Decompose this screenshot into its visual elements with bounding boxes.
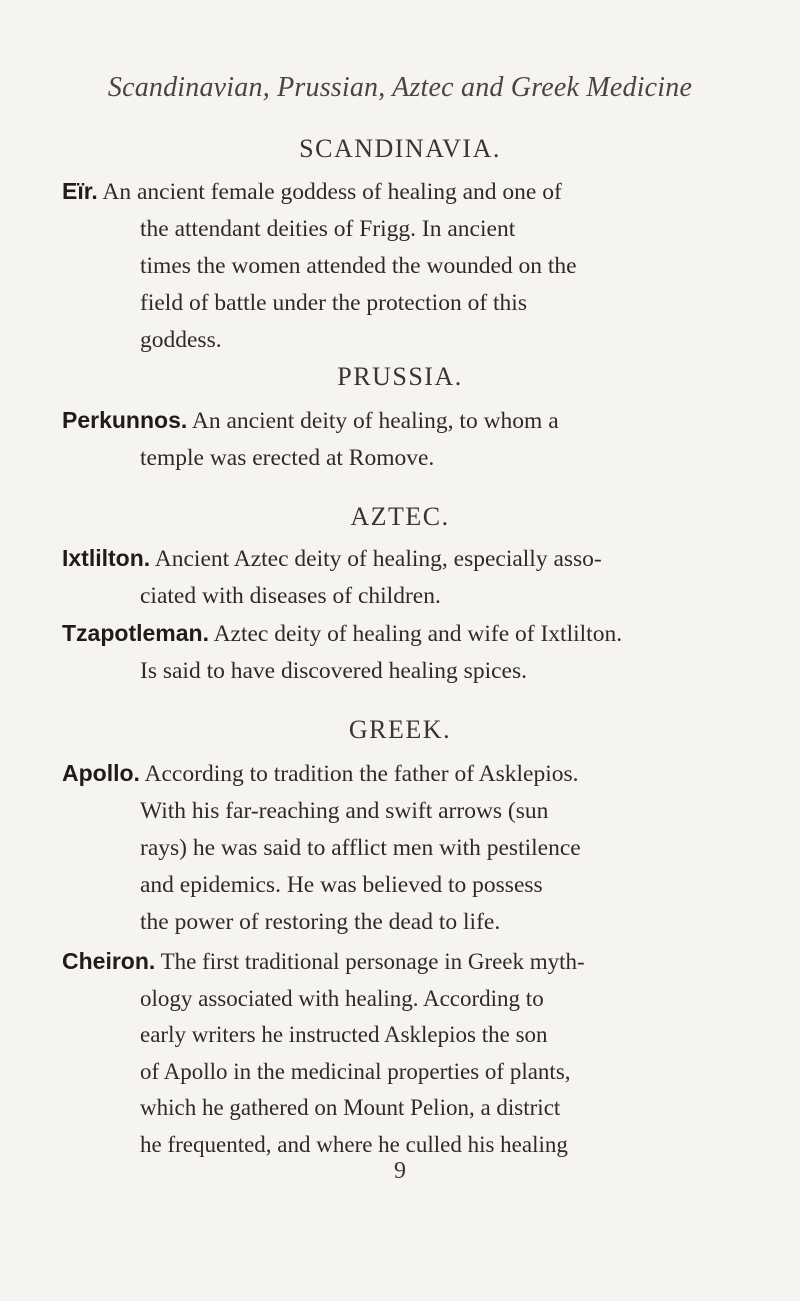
- entry-text-line: the attendant deities of Frigg. In ancient: [140, 216, 516, 242]
- entry-eir: [62, 173, 752, 359]
- entry-ixtlilton: [62, 540, 752, 615]
- entry-text-line: ology associated with healing. According to: [140, 985, 544, 1011]
- entry-perkunnos: [62, 402, 752, 477]
- headword: Ixtlilton.: [62, 545, 151, 571]
- entry-text-line: times the women attended the wounded on the: [140, 253, 577, 279]
- running-head: Scandinavian, Prussian, Aztec and Greek Medicine: [107, 72, 693, 103]
- entry-text-line: Aztec deity of healing and wife of Ixtlilton.: [213, 621, 623, 647]
- section-heading-scandinavia: SCANDINAVIA.: [299, 134, 501, 163]
- entry-cheiron: [62, 943, 752, 1163]
- headword: Eïr.: [62, 178, 98, 204]
- headword: Cheiron.: [62, 948, 156, 974]
- entry-text-line: early writers he instructed Asklepios the son: [140, 1022, 548, 1047]
- entry-text-line: With his far-reaching and swift arrows (sun: [140, 798, 549, 824]
- entry-text-line: An ancient female goddess of healing and one of: [102, 179, 562, 205]
- entry-first-line: [62, 943, 752, 981]
- entry-apollo: [62, 755, 752, 941]
- entry-text-line: According to tradition the father of Asklepios.: [144, 761, 579, 787]
- entry-text-line: Is said to have discovered healing spices.: [140, 658, 527, 684]
- headword: Apollo.: [62, 760, 140, 786]
- entry-text-line: temple was erected at Romove.: [140, 445, 435, 471]
- entry-first-line: [62, 755, 752, 793]
- entry-text-line: field of battle under the protection of this: [140, 290, 527, 316]
- entry-first-line: [62, 173, 752, 211]
- entry-text-line: An ancient deity of healing, to whom a: [191, 408, 559, 434]
- entry-first-line: [62, 615, 752, 653]
- entry-text-line: of Apollo in the medicinal properties of plants,: [140, 1058, 571, 1084]
- section-heading-prussia: PRUSSIA.: [337, 362, 463, 391]
- entry-text-line: which he gathered on Mount Pelion, a district: [140, 1095, 561, 1120]
- entry-text-line: rays) he was said to afflict men with pestilence: [140, 835, 581, 861]
- section-heading-greek: GREEK.: [348, 715, 452, 744]
- headword: Perkunnos.: [62, 407, 188, 433]
- entry-text-line: Ancient Aztec deity of healing, especially asso-: [154, 546, 602, 572]
- entry-first-line: [62, 540, 752, 578]
- entry-text-line: and epidemics. He was believed to possess: [140, 872, 543, 898]
- headword: Tzapotleman.: [62, 620, 209, 646]
- entry-text-line: goddess.: [140, 327, 222, 353]
- page-number: 9: [394, 1158, 406, 1184]
- entry-tzapotleman: [62, 615, 752, 690]
- entry-text-line: The first traditional personage in Greek myth-: [160, 949, 585, 974]
- entry-text-line: he frequented, and where he culled his healing: [140, 1131, 568, 1157]
- section-heading-aztec: AZTEC.: [350, 502, 450, 531]
- entry-text-line: ciated with diseases of children.: [140, 583, 441, 609]
- entry-text-line: the power of restoring the dead to life.: [140, 909, 501, 935]
- entry-first-line: [62, 402, 752, 440]
